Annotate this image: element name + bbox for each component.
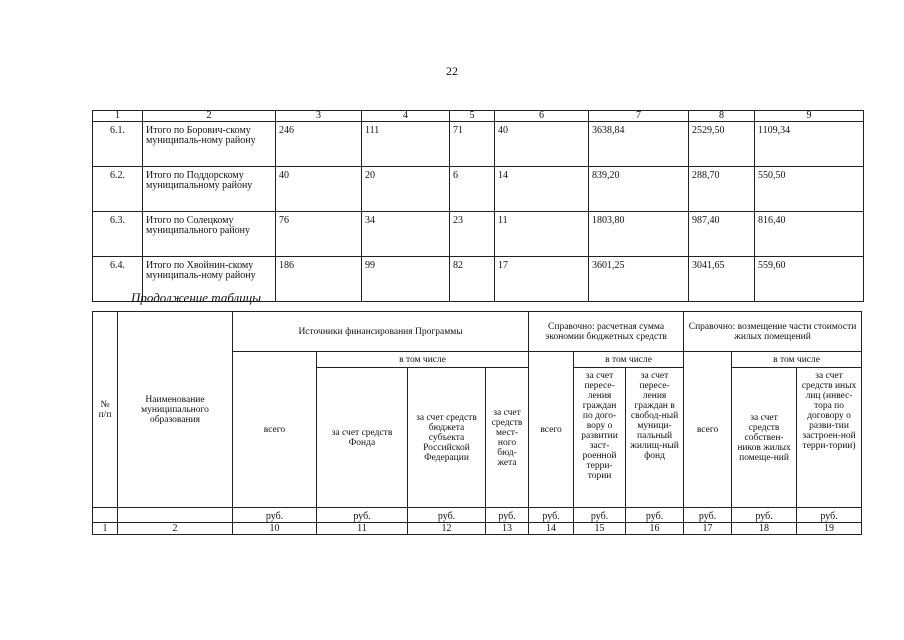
column-number: 19 [797,523,862,535]
cell-value: 550,50 [755,167,864,212]
column-number: 6 [495,111,589,122]
col-header-total: всего [529,352,574,508]
unit-cell: руб. [626,508,684,523]
cell-value: 11 [495,212,589,257]
table-row [93,212,864,257]
column-number: 1 [93,523,118,535]
column-number: 1 [93,111,143,122]
unit-cell [93,508,118,523]
cell-value: 1109,34 [755,122,864,167]
column-number: 2 [143,111,276,122]
unit-row [93,508,862,523]
col-header-total: всего [684,352,732,508]
subgroup-header-including: в том числе [574,352,684,368]
cell-value: 6 [450,167,495,212]
cell-value: 99 [362,257,450,302]
district-name: Итого по Борович-скому муниципаль-ному району [143,122,276,167]
unit-cell: руб. [408,508,486,523]
bottom-table [92,311,862,535]
row-number: 6.4. [93,257,143,302]
cell-value: 20 [362,167,450,212]
district-name: Итого по Хвойнин-скому муниципаль-ному району [143,257,276,302]
top-table [92,110,864,302]
subgroup-header-including: в том числе [732,352,862,368]
district-name: Итого по Солецкому муниципального району [143,212,276,257]
unit-cell: руб. [732,508,797,523]
cell-value: 186 [276,257,362,302]
cell-value: 3638,84 [589,122,689,167]
col-header-resettle-development: за счет пересе-ления граждан по дого-вору о развитии заст-роенной терри-тории [574,368,626,508]
column-number: 17 [684,523,732,535]
unit-cell: руб. [797,508,862,523]
cell-value: 2529,50 [689,122,755,167]
column-number: 5 [450,111,495,122]
cell-value: 14 [495,167,589,212]
cell-value: 1803,80 [589,212,689,257]
page-number: 22 [446,64,458,78]
column-number: 13 [486,523,529,535]
table-row [93,167,864,212]
column-number: 11 [317,523,408,535]
col-header-other-funds: за счет средств иных лиц (инвес-тора по договору о разви-тии застроен-ной терри-тории) [797,368,862,508]
unit-cell: руб. [317,508,408,523]
column-number: 7 [589,111,689,122]
column-number-row [93,111,864,122]
cell-value: 987,40 [689,212,755,257]
cell-value: 23 [450,212,495,257]
col-header-owners-funds: за счет средств собствен-ников жилых помеще-ний [732,368,797,508]
group-header-savings: Справочно: расчетная сумма экономии бюджетных средств [529,312,684,352]
cell-value: 40 [276,167,362,212]
column-number-row [93,523,862,535]
col-header-fund: за счет средств Фонда [317,368,408,508]
cell-value: 111 [362,122,450,167]
cell-value: 559,60 [755,257,864,302]
cell-value: 816,40 [755,212,864,257]
column-number: 12 [408,523,486,535]
column-number: 2 [118,523,233,535]
cell-value: 71 [450,122,495,167]
row-number: 6.1. [93,122,143,167]
column-number: 10 [233,523,317,535]
column-number: 15 [574,523,626,535]
row-number: 6.2. [93,167,143,212]
cell-value: 40 [495,122,589,167]
unit-cell: руб. [233,508,317,523]
cell-value: 3601,25 [589,257,689,302]
column-number: 4 [362,111,450,122]
subgroup-header-including: в том числе [317,352,529,368]
group-header-funding: Источники финансирования Программы [233,312,529,352]
column-number: 9 [755,111,864,122]
cell-value: 3041,65 [689,257,755,302]
cell-value: 34 [362,212,450,257]
col-header-resettle-free-fund: за счет пересе-ления граждан в свобод-ный муници-пальный жилищ-ный фонд [626,368,684,508]
cell-value: 17 [495,257,589,302]
unit-cell [118,508,233,523]
cell-value: 246 [276,122,362,167]
cell-value: 82 [450,257,495,302]
column-number: 14 [529,523,574,535]
unit-cell: руб. [529,508,574,523]
table-row [93,122,864,167]
district-name: Итого по Поддорскому муниципальному району [143,167,276,212]
column-number: 18 [732,523,797,535]
unit-cell: руб. [684,508,732,523]
col-header-regional-budget: за счет средств бюджета субъекта Российской Федерации [408,368,486,508]
group-header-compensation: Справочно: возмещение части стоимости жилых помещений [684,312,862,352]
column-number: 16 [626,523,684,535]
cell-value: 288,70 [689,167,755,212]
col-header-number: № п/п [93,312,118,508]
header-row-1 [93,312,862,352]
cell-value: 76 [276,212,362,257]
continuation-caption: Продолжение таблицы [131,290,262,305]
cell-value: 839,20 [589,167,689,212]
col-header-local-budget: за счет средств мест-ного бюд-жета [486,368,529,508]
column-number: 8 [689,111,755,122]
col-header-total: всего [233,352,317,508]
column-number: 3 [276,111,362,122]
row-number: 6.3. [93,212,143,257]
unit-cell: руб. [574,508,626,523]
col-header-name: Наименование муниципального образования [118,312,233,508]
unit-cell: руб. [486,508,529,523]
